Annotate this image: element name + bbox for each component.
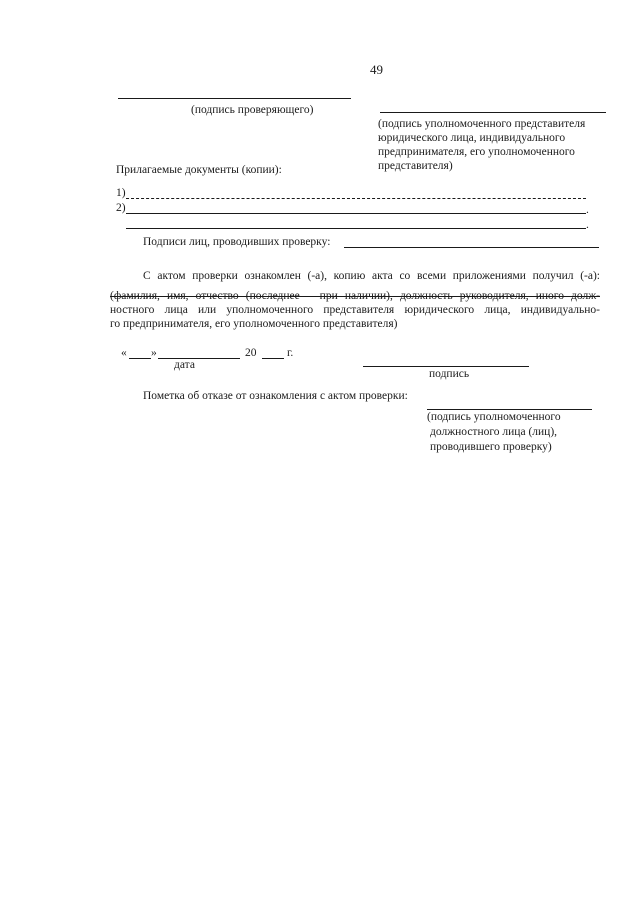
attached-doc-item-1-number: 1) xyxy=(116,187,126,199)
page-number: 49 xyxy=(370,62,383,77)
acquainted-statement: С актом проверки ознакомлен (-а), копию акта со всеми приложениями получил (-а): xyxy=(143,270,600,282)
fio-note-line-1: (фамилия, имя, отчество (последнее – при наличии), должность руководителя, иного долж- xyxy=(110,290,600,302)
date-year-prefix: 20 xyxy=(245,347,257,359)
refusal-note-line-1: (подпись уполномоченного xyxy=(427,411,561,423)
inspectors-signatures-label: Подписи лиц, проводивших проверку: xyxy=(143,236,331,248)
representative-caption-line-3: предпринимателя, его уполномоченного xyxy=(378,146,575,158)
date-signature-caption: подпись xyxy=(429,368,470,380)
date-day-line xyxy=(129,358,151,359)
inspector-signature-caption: (подпись проверяющего) xyxy=(191,104,314,116)
date-quote-close: » xyxy=(151,347,157,359)
attached-doc-item-2-end: . xyxy=(586,204,589,216)
date-caption: дата xyxy=(174,359,195,371)
attached-docs-title: Прилагаемые документы (копии): xyxy=(116,164,282,176)
attached-doc-item-2-line xyxy=(126,213,586,214)
representative-caption-line-1: (подпись уполномоченного представителя xyxy=(378,118,586,130)
refusal-note-line-3: проводившего проверку) xyxy=(430,441,552,453)
attached-doc-extra-line xyxy=(126,228,586,229)
date-month-line xyxy=(158,358,240,359)
representative-caption-line-2: юридического лица, индивидуального xyxy=(378,132,566,144)
fio-note-line-3: го предпринимателя, его уполномоченного представителя) xyxy=(110,318,398,330)
date-quote-open: « xyxy=(121,347,127,359)
attached-doc-item-2-number: 2) xyxy=(116,202,126,214)
inspectors-signatures-line xyxy=(344,247,599,248)
refusal-note-line-2: должностного лица (лиц), xyxy=(430,426,558,438)
attached-doc-extra-end: . xyxy=(586,219,589,231)
refusal-label: Пометка об отказе от ознакомления с актом проверки: xyxy=(143,390,408,402)
date-year-line xyxy=(262,358,284,359)
representative-signature-line xyxy=(380,112,606,113)
attached-doc-item-1-line xyxy=(126,198,586,199)
date-year-suffix: г. xyxy=(287,347,294,359)
fio-note-line-2: ностного лица или уполномоченного представителя юридического лица, индивидуально- xyxy=(110,304,600,316)
inspector-signature-line xyxy=(118,98,351,99)
representative-caption-line-4: представителя) xyxy=(378,160,453,172)
